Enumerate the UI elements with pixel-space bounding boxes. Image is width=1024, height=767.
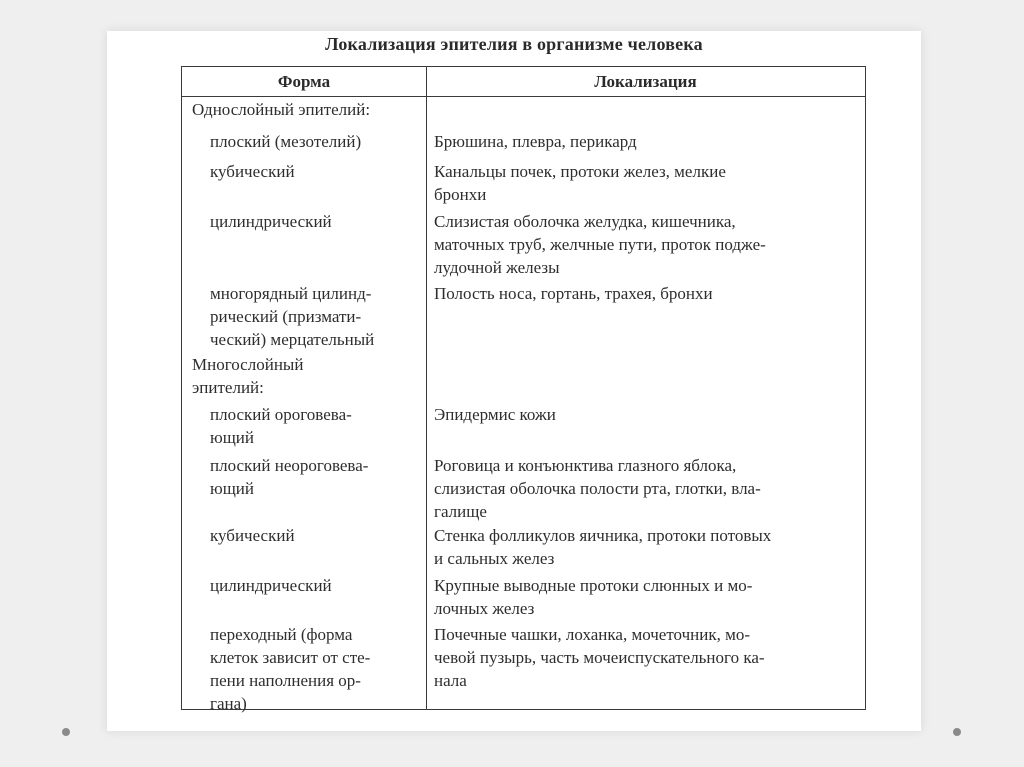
form-line: гана) xyxy=(210,694,247,713)
row-location xyxy=(434,454,761,523)
location-line: маточных труб, желчные пути, проток подже- xyxy=(434,235,766,254)
column-divider xyxy=(426,67,427,709)
row-form xyxy=(210,454,368,500)
row-location xyxy=(434,130,637,153)
row-location xyxy=(434,524,771,570)
location-line: Канальцы почек, протоки желез, мелкие xyxy=(434,162,726,181)
row-form xyxy=(210,130,361,153)
group-line: Многослойный xyxy=(192,355,304,374)
table-title: Локализация эпителия в организме человека xyxy=(325,34,703,54)
row-form xyxy=(210,574,332,597)
location-line: нала xyxy=(434,671,467,690)
form-line: кубический xyxy=(210,526,295,545)
location-line: Стенка фолликулов яичника, протоки потовых xyxy=(434,526,772,545)
form-line: переходный (форма xyxy=(210,625,353,644)
row-location xyxy=(434,160,726,206)
form-line: плоский (мезотелий) xyxy=(210,132,362,151)
row-location xyxy=(434,403,556,426)
location-line: лочных желез xyxy=(434,599,535,618)
form-line: многорядный цилинд- xyxy=(210,284,372,303)
group-line: эпителий: xyxy=(192,378,264,397)
form-line: ющий xyxy=(210,479,254,498)
location-line: Почечные чашки, лоханка, мочеточник, мо- xyxy=(434,625,751,644)
header-location: Локализация xyxy=(594,72,697,91)
location-line: Слизистая оболочка желудка, кишечника, xyxy=(434,212,736,231)
form-line: цилиндрический xyxy=(210,212,332,231)
row-location xyxy=(434,574,752,620)
location-line: и сальных желез xyxy=(434,549,555,568)
right-bullet-dot xyxy=(953,728,961,736)
epithelium-table xyxy=(181,66,866,713)
form-line: плоский ороговева- xyxy=(210,405,352,424)
form-line: цилиндрический xyxy=(210,576,332,595)
row-form xyxy=(210,282,374,351)
location-line: Роговица и конъюнктива глазного яблока, xyxy=(434,456,737,475)
location-line: Эпидермис кожи xyxy=(434,405,556,424)
row-location xyxy=(434,282,713,305)
location-line: слизистая оболочка полости рта, глотки, вла- xyxy=(434,479,761,498)
left-bullet-dot xyxy=(62,728,70,736)
row-location xyxy=(434,210,766,279)
row-location xyxy=(434,623,765,692)
group-multilayer xyxy=(192,353,303,399)
group-single-layer: Однослойный эпителий: xyxy=(192,100,371,119)
row-form xyxy=(210,403,352,449)
form-line: ческий) мерцательный xyxy=(210,330,375,349)
row-form xyxy=(210,623,370,715)
location-line: Полость носа, гортань, трахея, бронхи xyxy=(434,284,713,303)
table-header-row xyxy=(182,67,865,97)
location-line: бронхи xyxy=(434,185,487,204)
row-form xyxy=(210,160,295,183)
header-form: Форма xyxy=(277,72,331,91)
form-line: рический (призмати- xyxy=(210,307,362,326)
document-page xyxy=(107,31,921,731)
form-line: ющий xyxy=(210,428,254,447)
location-line: чевой пузырь, часть мочеиспускательного ка- xyxy=(434,648,765,667)
form-line: пени наполнения ор- xyxy=(210,671,361,690)
location-line: галище xyxy=(434,502,487,521)
form-line: клеток зависит от сте- xyxy=(210,648,371,667)
location-line: Крупные выводные протоки слюнных и мо- xyxy=(434,576,753,595)
form-line: кубический xyxy=(210,162,295,181)
location-line: Брюшина, плевра, перикард xyxy=(434,132,637,151)
row-form xyxy=(210,210,332,233)
location-line: лудочной железы xyxy=(434,258,560,277)
form-line: плоский неороговева- xyxy=(210,456,369,475)
row-form xyxy=(210,524,295,547)
